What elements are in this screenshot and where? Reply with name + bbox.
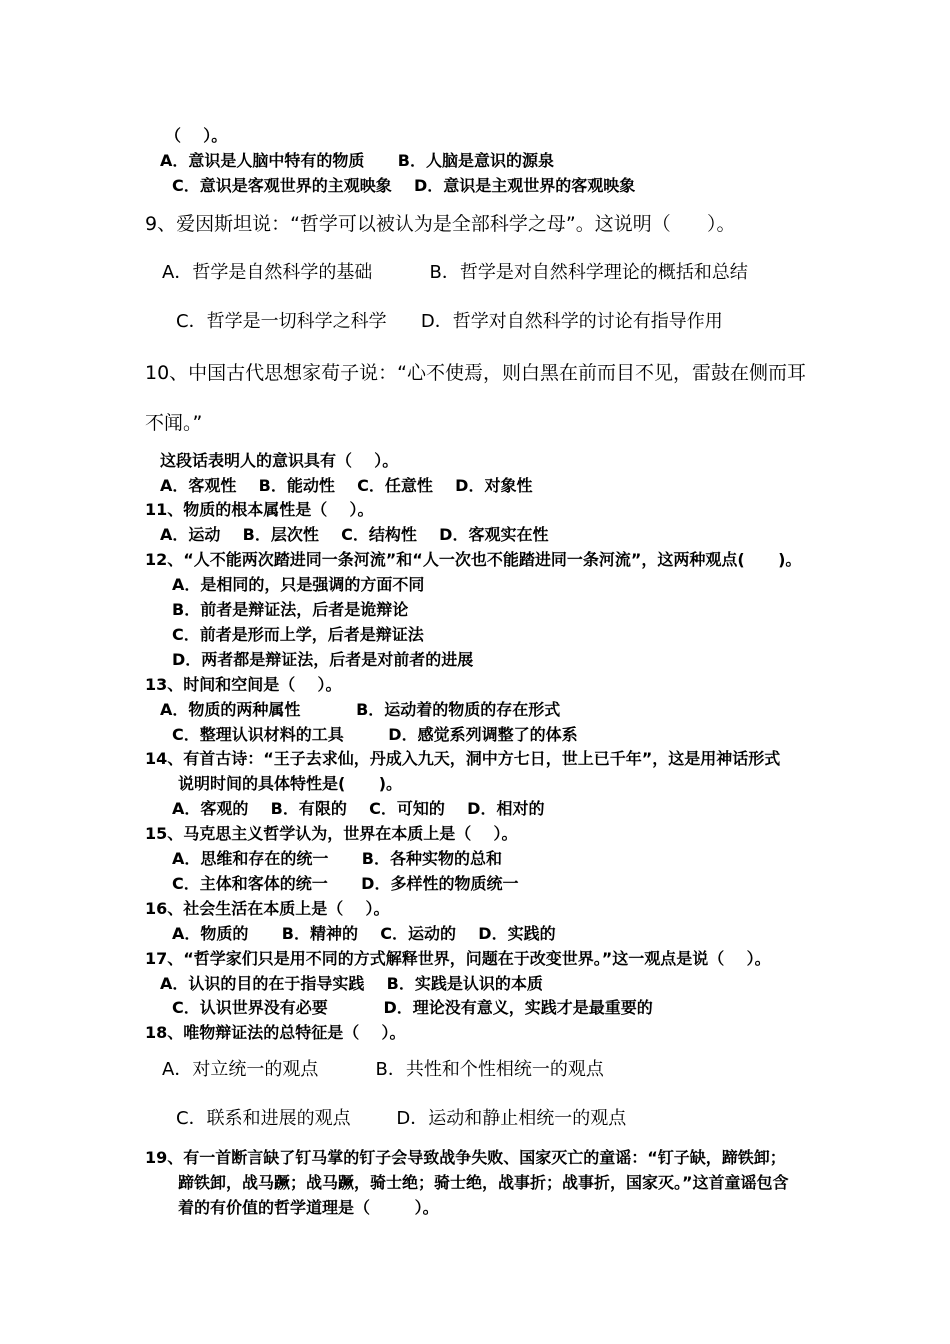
q19-stem-line2: 蹄铁卸，战马蹶；战马蹶，骑士绝；骑士绝，战事折；战事折，国家灭。”这首童谣包含 bbox=[178, 1173, 789, 1192]
q8-options-cd: C．意识是客观世界的主观映象 D．意识是主观世界的客观映象 bbox=[172, 176, 636, 195]
q18-stem: 18、唯物辩证法的总特征是（ ）。 bbox=[145, 1023, 406, 1042]
q15-options-cd: C．主体和客体的统一 D．多样性的物质统一 bbox=[172, 874, 519, 893]
q10-stem-line2: 不闻。” bbox=[145, 412, 203, 434]
q15-stem: 15、马克思主义哲学认为，世界在本质上是（ ）。 bbox=[145, 824, 518, 843]
q12-option-b: B．前者是辩证法，后者是诡辩论 bbox=[172, 600, 409, 619]
q17-stem: 17、“哲学家们只是用不同的方式解释世界，问题在于改变世界。”这一观点是说（ ）。 bbox=[145, 949, 771, 968]
q16-options: A．物质的 B．精神的 C．运动的 D．实践的 bbox=[172, 924, 556, 943]
q10-stem-line3: 这段话表明人的意识具有（ ）。 bbox=[160, 451, 399, 470]
q17-options-cd: C．认识世界没有必要 D．理论没有意义，实践才是最重要的 bbox=[172, 998, 653, 1017]
q12-option-a: A．是相同的，只是强调的方面不同 bbox=[172, 575, 425, 594]
q12-stem: 12、“人不能两次踏进同一条河流”和“人一次也不能踏进同一条河流”，这两种观点( )。 bbox=[145, 550, 802, 569]
q14-stem-line1: 14、有首古诗：“王子去求仙，丹成入九天，洞中方七日，世上已千年”，这是用神话形式 bbox=[145, 749, 781, 768]
q17-options-ab: A．认识的目的在于指导实践 B．实践是认识的本质 bbox=[160, 974, 543, 993]
q19-stem-line3: 着的有价值的哲学道理是（ ）。 bbox=[178, 1198, 439, 1217]
q9-options-ab: A．哲学是自然科学的基础 B．哲学是对自然科学理论的概括和总结 bbox=[162, 262, 748, 283]
q15-options-ab: A．思维和存在的统一 B．各种实物的总和 bbox=[172, 849, 503, 868]
q18-options-ab: A．对立统一的观点 B．共性和个性相统一的观点 bbox=[162, 1059, 604, 1080]
q13-options-cd: C．整理认识材料的工具 D．感觉系列调整了的体系 bbox=[172, 725, 578, 744]
q19-stem-line1: 19、有一首断言缺了钉马掌的钉子会导致战争失败、国家灭亡的童谣：“钉子缺，蹄铁卸； bbox=[145, 1148, 786, 1167]
q14-stem-line2: 说明时间的具体特性是( )。 bbox=[178, 774, 403, 793]
q8-stem-end: （ ）。 bbox=[165, 126, 228, 145]
q11-stem: 11、物质的根本属性是（ ）。 bbox=[145, 500, 374, 519]
q16-stem: 16、社会生活在本质上是（ ）。 bbox=[145, 899, 390, 918]
q14-options: A．客观的 B．有限的 C．可知的 D．相对的 bbox=[172, 799, 545, 818]
q12-option-d: D．两者都是辩证法，后者是对前者的进展 bbox=[172, 650, 474, 669]
q8-options-ab: A．意识是人脑中特有的物质 B．人脑是意识的源泉 bbox=[160, 151, 555, 170]
q11-options: A．运动 B．层次性 C．结构性 D．客观实在性 bbox=[160, 525, 549, 544]
q13-stem: 13、时间和空间是（ ）。 bbox=[145, 675, 342, 694]
q12-option-c: C．前者是形而上学，后者是辩证法 bbox=[172, 625, 424, 644]
q10-options: A．客观性 B．能动性 C．任意性 D．对象性 bbox=[160, 476, 533, 495]
q13-options-ab: A．物质的两种属性 B．运动着的物质的存在形式 bbox=[160, 700, 561, 719]
q10-stem-line1: 10、中国古代思想家荀子说：“心不使焉，则白黑在前而目不见，雷鼓在侧而耳 bbox=[145, 362, 807, 384]
q18-options-cd: C．联系和进展的观点 D．运动和静止相统一的观点 bbox=[176, 1108, 627, 1129]
q9-stem: 9、爱因斯坦说：“哲学可以被认为是全部科学之母”。这说明（ ）。 bbox=[145, 213, 736, 235]
q9-options-cd: C．哲学是一切科学之科学 D．哲学对自然科学的讨论有指导作用 bbox=[176, 311, 723, 332]
